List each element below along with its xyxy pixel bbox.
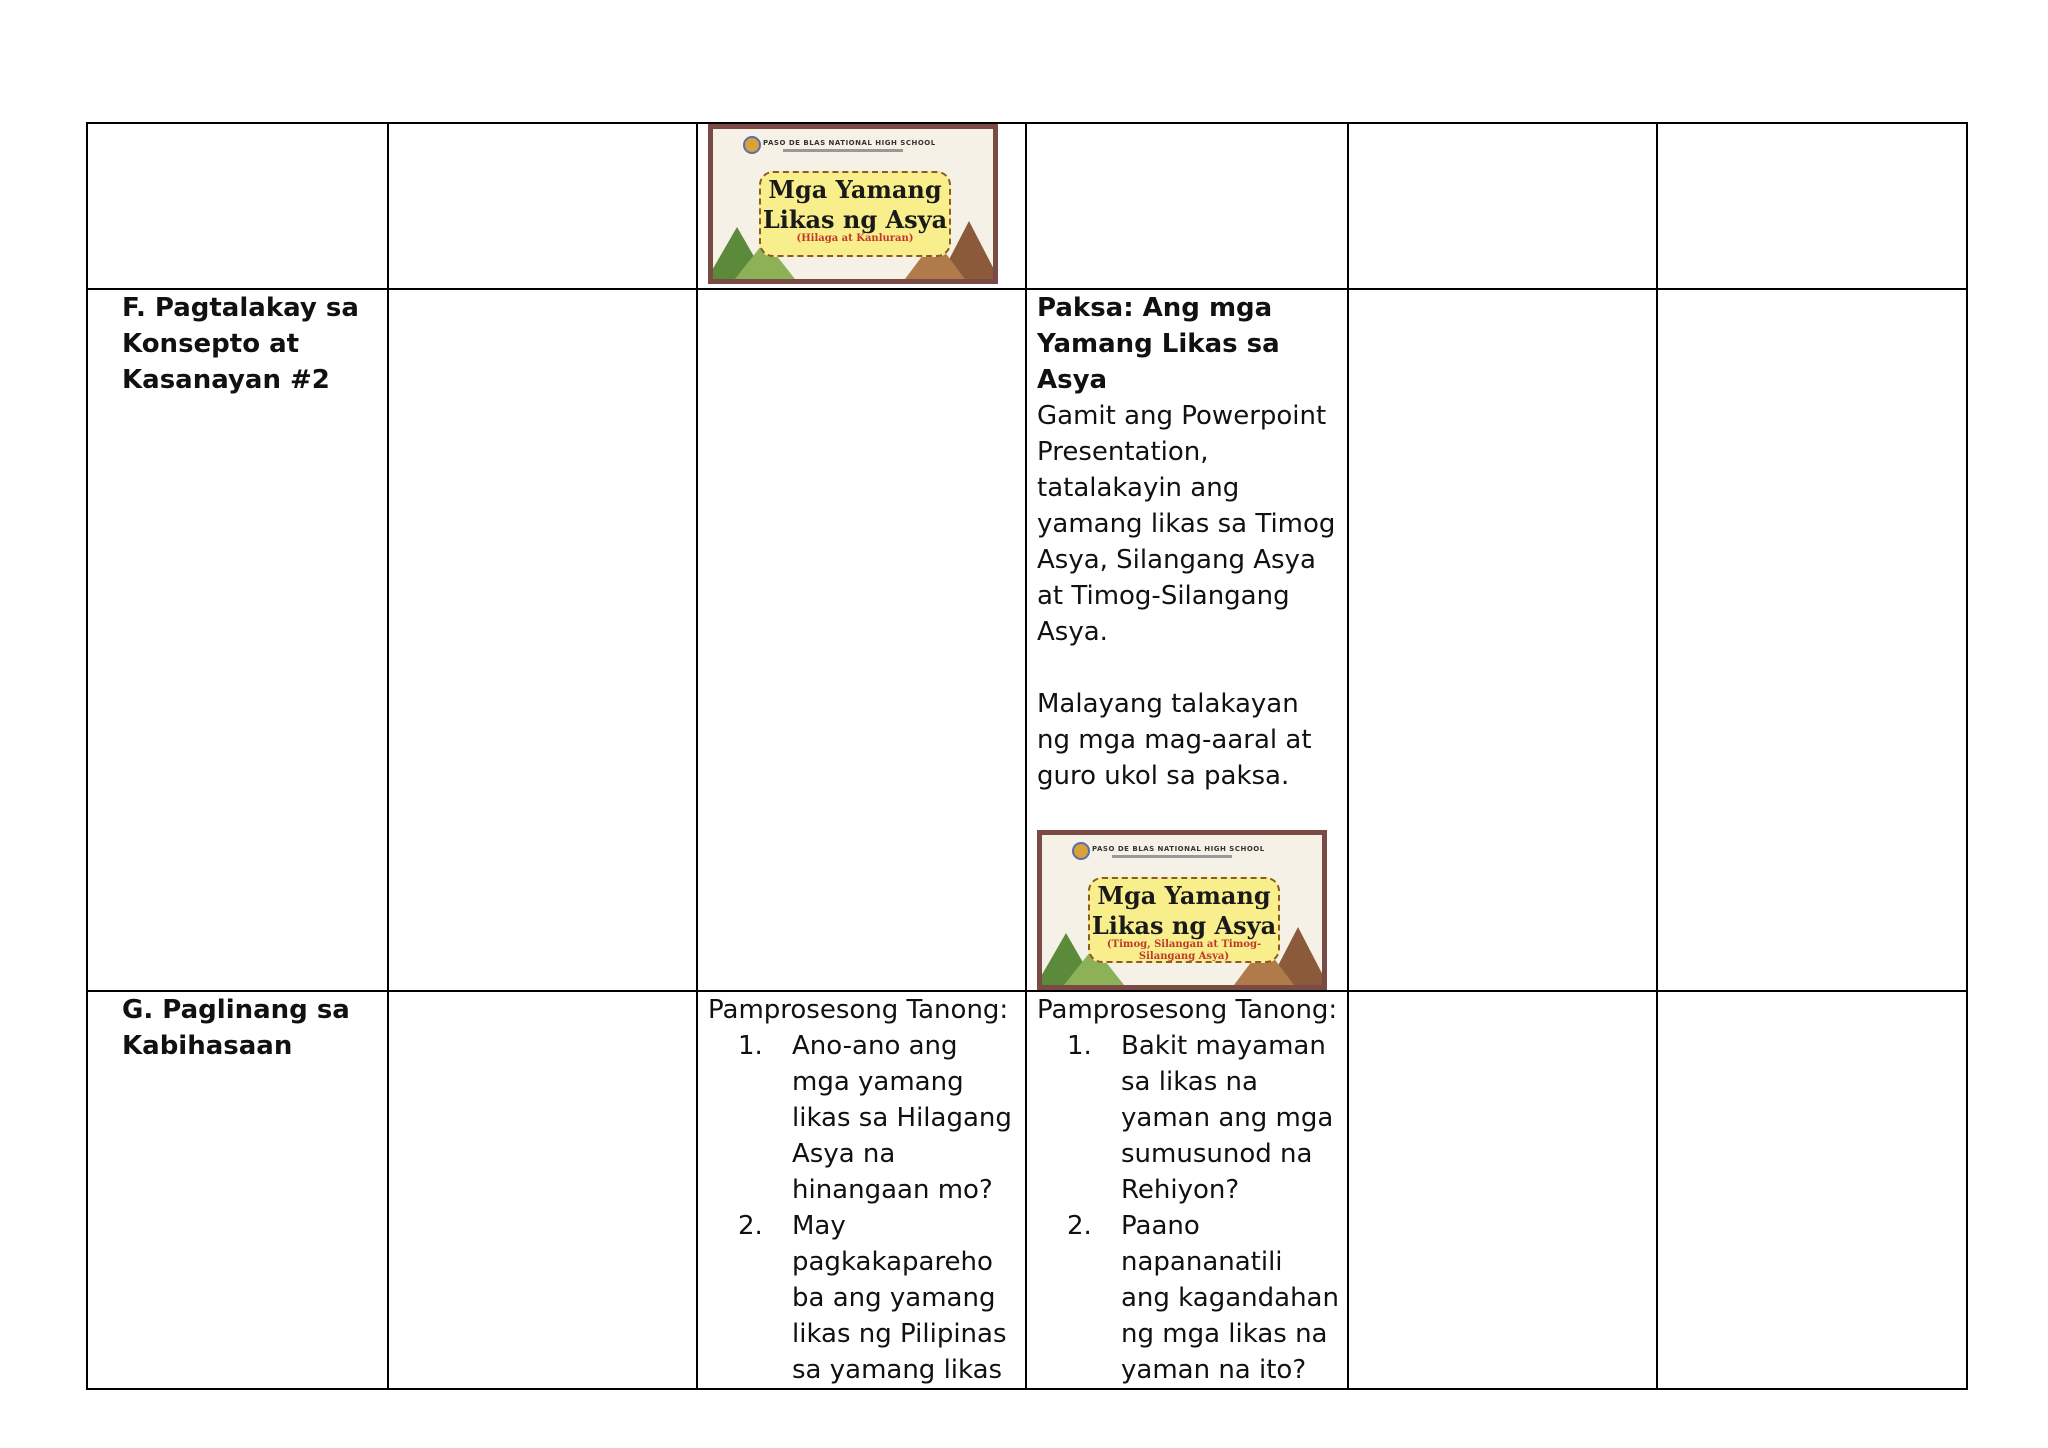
slide-thumbnail (708, 124, 998, 284)
slide-divider (1112, 855, 1232, 858)
slide-banner (759, 171, 951, 257)
slide-school-name: PASO DE BLAS NATIONAL HIGH SCHOOL (1092, 845, 1265, 853)
table-cell (1026, 991, 1348, 1389)
list-number: 1. (1067, 1031, 1092, 1061)
list-item (1037, 1208, 1339, 1388)
slide-region: (Hilaga at Kanluran) (796, 233, 914, 244)
slide-thumbnail (1037, 830, 1327, 990)
table-cell (1348, 289, 1657, 991)
table-cell (1026, 123, 1348, 289)
table-row (87, 123, 1967, 289)
table-cell (87, 289, 388, 991)
table-row (87, 991, 1967, 1389)
slide-region: (Timog, Silangan at Timog-Silangang Asya) (1106, 939, 1262, 962)
row-label: G. Paglinang sa Kabihasaan (122, 995, 350, 1061)
question-list (708, 1028, 1017, 1388)
question-text: May pagkakapareho ba ang yamang likas ng Pilipinas sa yamang likas (792, 1211, 1007, 1385)
discussion-paragraph: Malayang talakayan ng mga mag-aaral at guro ukol sa paksa. (1037, 689, 1312, 791)
slide-title-line1: Mga Yamang (1097, 881, 1271, 910)
table-cell (1657, 991, 1967, 1389)
slide-school-name: PASO DE BLAS NATIONAL HIGH SCHOOL (763, 139, 936, 147)
table-cell (388, 123, 697, 289)
list-item (708, 1028, 1017, 1208)
discussion-paragraph: Gamit ang Powerpoint Presentation, tatalakayin ang yamang likas sa Timog Asya, Silangang Asya at Timog-Silangang Asya. (1037, 401, 1336, 647)
table-cell (388, 289, 697, 991)
row-label: F. Pagtalakay sa Konsepto at Kasanayan #2 (122, 293, 359, 395)
slide-title-line2: Likas ng Asya (762, 205, 948, 234)
table-cell (1657, 289, 1967, 991)
topic-heading: Paksa: Ang mga Yamang Likas sa Asya (1037, 293, 1280, 395)
table-cell (697, 289, 1026, 991)
table-cell (1348, 123, 1657, 289)
school-logo-icon (743, 136, 761, 154)
slide-title-line1: Mga Yamang (768, 175, 942, 204)
list-number: 1. (738, 1031, 763, 1061)
table-row (87, 289, 1967, 991)
school-logo-icon (1072, 842, 1090, 860)
list-number: 2. (1067, 1211, 1092, 1241)
list-item (1037, 1028, 1339, 1208)
question-text: Ano-ano ang mga yamang likas sa Hilagang Asya na hinangaan mo? (792, 1031, 1012, 1205)
table-cell (1657, 123, 1967, 289)
slide-title-line2: Likas ng Asya (1091, 911, 1277, 940)
lesson-plan-table (86, 122, 1968, 1390)
question-text: Bakit mayaman sa likas na yaman ang mga sumusunod na Rehiyon? (1121, 1031, 1334, 1205)
list-number: 2. (738, 1211, 763, 1241)
table-cell (1348, 991, 1657, 1389)
table-cell (388, 991, 697, 1389)
question-list (1037, 1028, 1339, 1388)
question-text: Paano napananatili ang kagandahan ng mga likas na yaman na ito? (1121, 1211, 1339, 1385)
table-cell (697, 123, 1026, 289)
questions-intro: Pamprosesong Tanong: (1037, 995, 1338, 1025)
slide-banner (1088, 877, 1280, 963)
list-item (708, 1208, 1017, 1388)
table-cell (87, 123, 388, 289)
table-cell (697, 991, 1026, 1389)
slide-divider (783, 149, 903, 152)
table-cell (1026, 289, 1348, 991)
questions-intro: Pamprosesong Tanong: (708, 995, 1009, 1025)
table-cell (87, 991, 388, 1389)
